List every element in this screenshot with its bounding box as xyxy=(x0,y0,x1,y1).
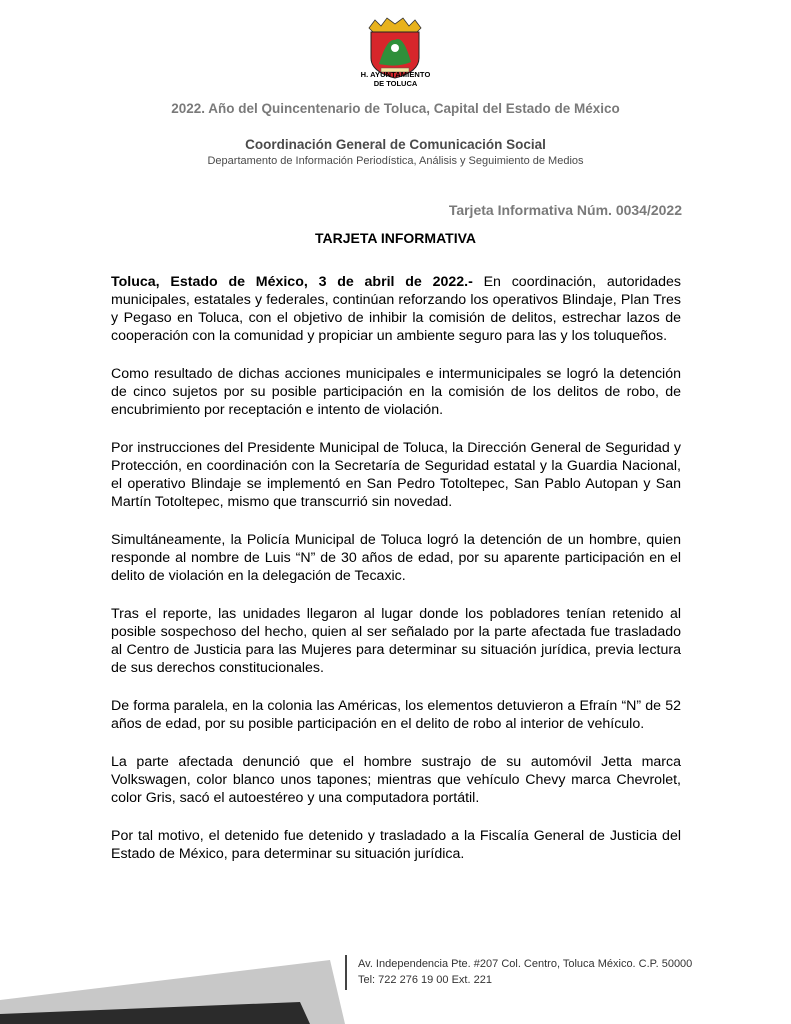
card-number: Tarjeta Informativa Núm. 0034/2022 xyxy=(448,202,682,218)
paragraph-6: De forma paralela, en la colonia las Américas, los elementos detuvieron a Efraín “N” de 52 años de edad, por su posible participación en el delito de robo al interior de vehículo. xyxy=(111,698,681,732)
paragraph-2: Como resultado de dichas acciones municipales e intermunicipales se logró la detención de cinco sujetos por su posible participación en la comisión de los delitos de robo, de encubrimiento por receptación e intento de violación. xyxy=(111,366,681,418)
paragraph-7: La parte afectada denunció que el hombre sustrajo de su automóvil Jetta marca Volkswagen, color blanco unos tapones; mientras que vehículo Chevy marca Chevrolet, color Gris, sacó el autoestéreo y una computadora portátil. xyxy=(111,754,681,806)
footer-divider xyxy=(345,955,347,990)
footer-address: Av. Independencia Pte. #207 Col. Centro, Toluca México. C.P. 50000 xyxy=(358,958,693,970)
department-subtitle: Departamento de Información Periodística, Análisis y Seguimiento de Medios xyxy=(207,155,584,167)
paragraph-1-text: En coordinación, autoridades municipales, estatales y federales, continúan reforzando los operativos Blindaje, Plan Tres y Pegaso en Toluca, con el objetivo de inhibir la comisión de delitos, estrechar lazos de cooperación con la comunidad y propiciar un ambiente seguro para las y los toluqueños. xyxy=(111,274,682,344)
org-name-line2: DE TOLUCA xyxy=(373,79,418,88)
paragraph-5: Tras el reporte, las unidades llegaron al lugar donde los pobladores tenían retenido al posible sospechoso del hecho, quien al ser señalado por la parte afectada fue trasladado al Centro de Justicia para las Mujeres para determinar su situación jurídica, previa lectura de sus derechos constitucionales. xyxy=(111,606,681,676)
paragraph-8: Por tal motivo, el detenido fue detenido y trasladado a la Fiscalía General de Justicia del Estado de México, para determinar su situación jurídica. xyxy=(111,828,681,862)
org-name-line1: H. AYUNTAMIENTO xyxy=(360,70,431,79)
paragraph-4: Simultáneamente, la Policía Municipal de Toluca logró la detención de un hombre, quien responde al nombre de Luis “N” de 30 años de edad, por su aparente participación en el delito de violación en la delegación de Tecaxic. xyxy=(111,532,681,584)
footer-phone: Tel: 722 276 19 00 Ext. 221 xyxy=(358,974,492,986)
year-slogan: 2022. Año del Quincentenario de Toluca, Capital del Estado de México xyxy=(171,101,620,116)
document-title: TARJETA INFORMATIVA xyxy=(315,230,476,246)
coordination-title: Coordinación General de Comunicación Social xyxy=(245,137,546,152)
dateline: Toluca, Estado de México, 3 de abril de 2022.- xyxy=(111,274,473,290)
paragraph-3: Por instrucciones del Presidente Municipal de Toluca, la Dirección General de Seguridad y Protección, en coordinación con la Secretaría de Seguridad estatal y la Guardia Nacional, el operativo Blindaje se implementó en San Pedro Totoltepec, San Pablo Autopan y San Martín Totoltepec, mismo que transcurrió sin novedad. xyxy=(111,440,681,510)
